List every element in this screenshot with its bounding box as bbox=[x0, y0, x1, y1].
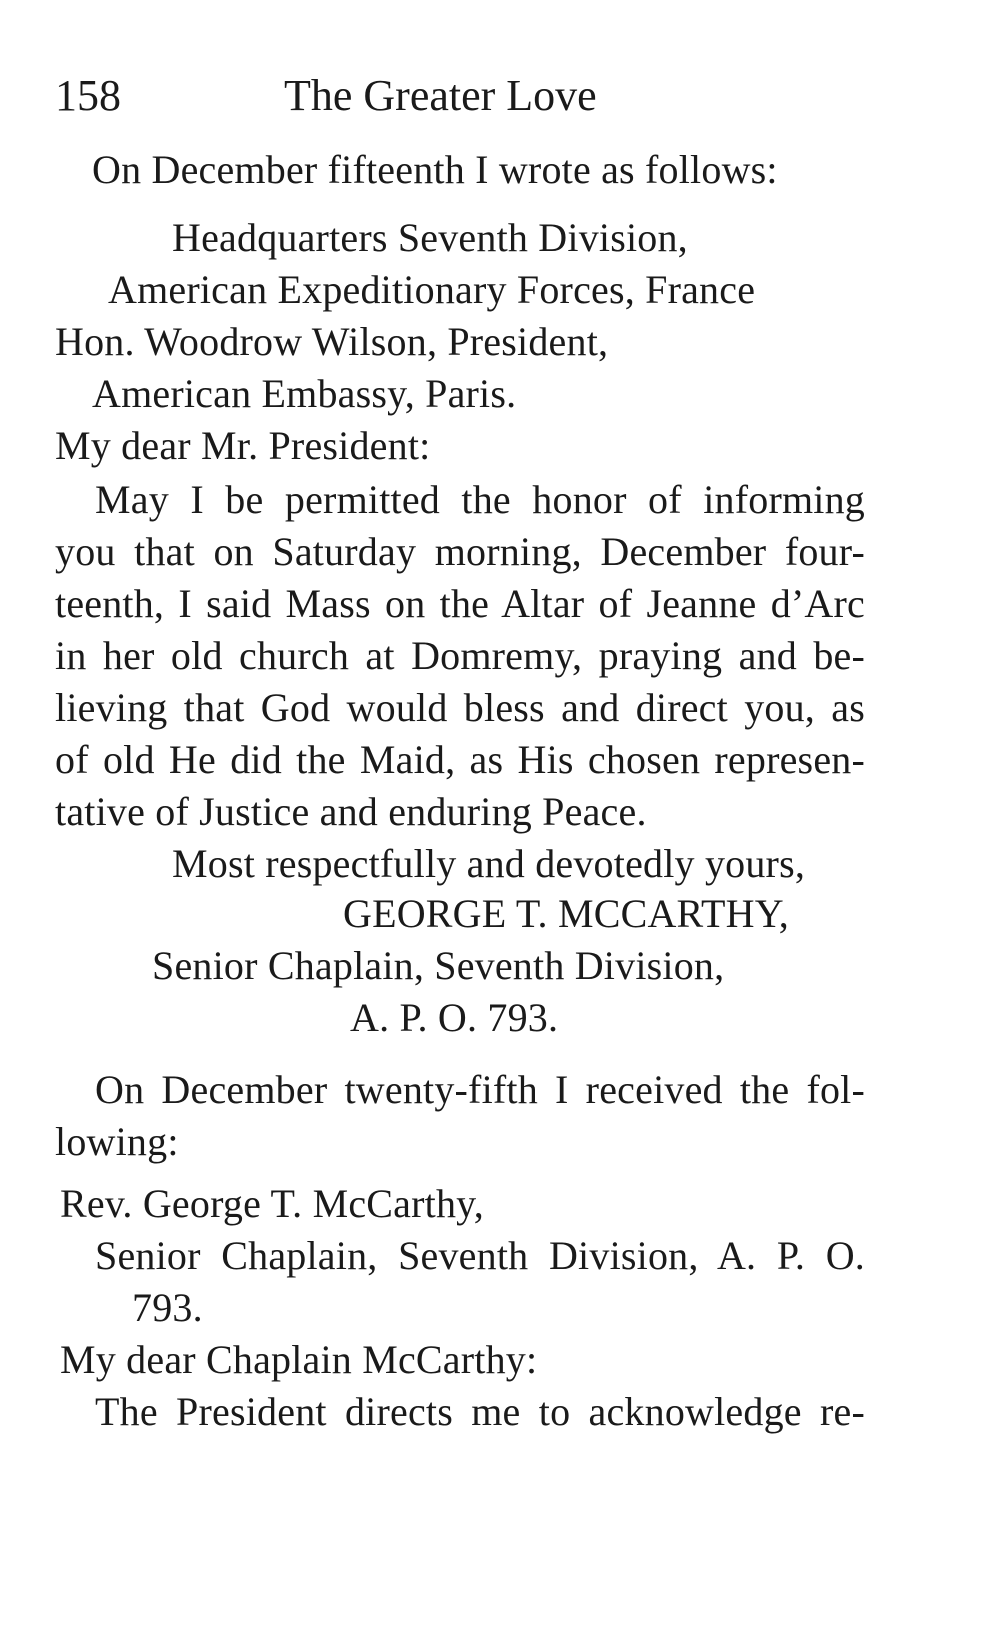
letter2-addressee-line3: 793. bbox=[132, 1285, 203, 1330]
letter2-salutation: My dear Chaplain McCarthy: bbox=[60, 1337, 538, 1382]
letter1-signature-title: Senior Chaplain, Seventh Division, bbox=[152, 943, 725, 988]
letter2-body-line1: The President directs me to acknowledge re- bbox=[95, 1389, 865, 1434]
letter1-addressee-line2: American Embassy, Paris. bbox=[92, 371, 517, 416]
letter1-body-line: May I be permitted the honor of informing bbox=[95, 477, 865, 522]
letter2-intro-line2: lowing: bbox=[55, 1119, 179, 1164]
letter1-signature-apo: A. P. O. 793. bbox=[350, 995, 559, 1040]
letter2-intro-line1: On December twenty-fifth I received the fol- bbox=[95, 1067, 865, 1112]
letter1-body-line: of old He did the Maid, as His chosen represen- bbox=[55, 737, 865, 782]
letter1-heading-line1: Headquarters Seventh Division, bbox=[172, 215, 688, 260]
letter1-closing: Most respectfully and devotedly yours, bbox=[172, 841, 806, 886]
letter2-addressee-line2: Senior Chaplain, Seventh Division, A. P. O. bbox=[95, 1233, 865, 1278]
letter1-body-line: in her old church at Domremy, praying and be- bbox=[55, 633, 865, 678]
letter1-body-line: lieving that God would bless and direct you, as bbox=[55, 685, 865, 730]
page-number: 158 bbox=[55, 71, 121, 120]
letter1-signature bbox=[343, 890, 789, 938]
letter2-addressee-line1: Rev. George T. McCarthy, bbox=[60, 1181, 484, 1226]
letter1-salutation: My dear Mr. President: bbox=[55, 423, 431, 468]
letter1-intro: On December fifteenth I wrote as follows: bbox=[92, 147, 778, 192]
letter1-addressee-line1: Hon. Woodrow Wilson, President, bbox=[55, 319, 609, 364]
letter1-body-line: tative of Justice and enduring Peace. bbox=[55, 789, 647, 834]
signature-text: GEORGE T. MCCARTHY, bbox=[343, 891, 789, 936]
letter1-heading-line2: American Expeditionary Forces, France bbox=[108, 267, 756, 312]
letter1-body-line: teenth, I said Mass on the Altar of Jeanne d’Arc bbox=[55, 581, 865, 626]
letter1-body-line: you that on Saturday morning, December four- bbox=[55, 529, 865, 574]
running-title: The Greater Love bbox=[284, 71, 597, 120]
